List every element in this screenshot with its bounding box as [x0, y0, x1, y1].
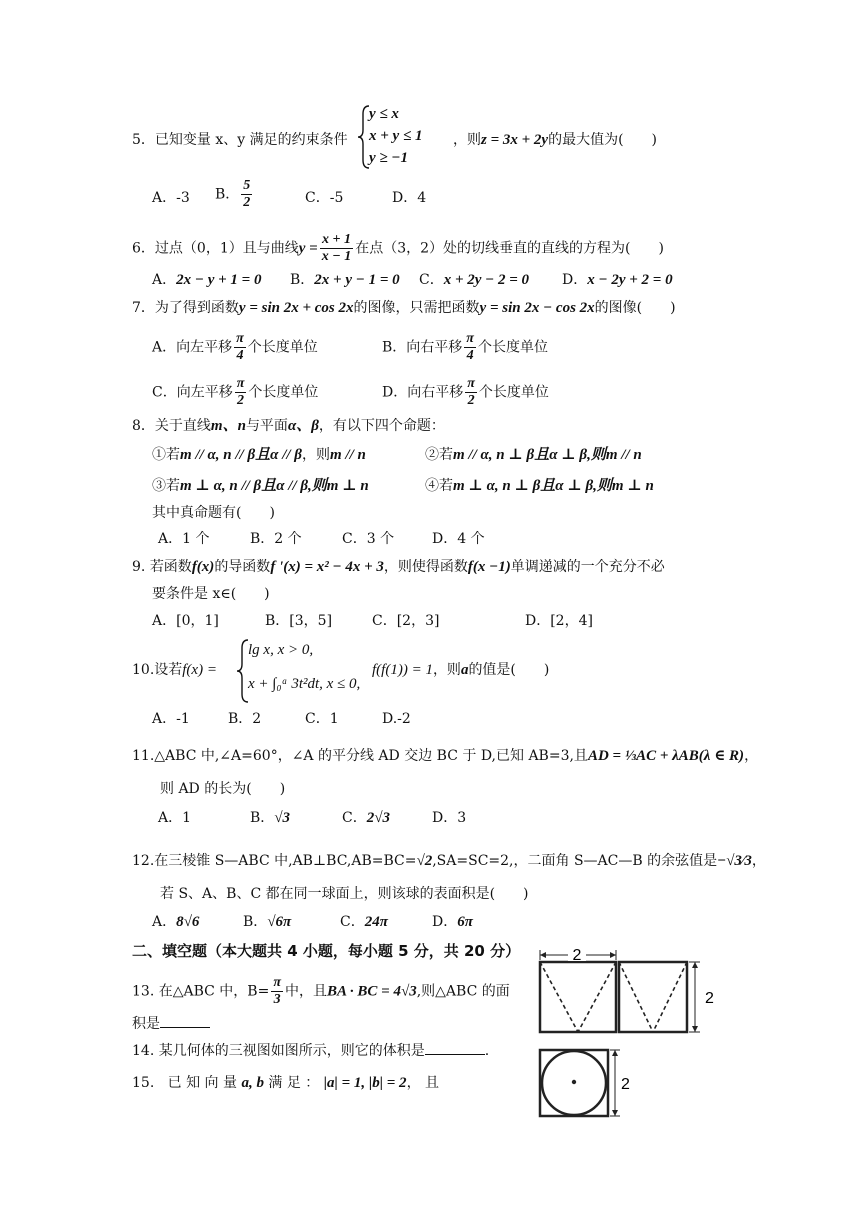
section-title-fill-in: 二、填空题（本大题共 4 小题，每小题 5 分，共 20 分）	[132, 942, 521, 960]
q10-opt-c: C．1	[305, 711, 339, 727]
q10-opt-b: B．2	[228, 711, 262, 727]
q13-stem: 13. 在△ABC 中，B= $\frac{\pi}{3}$ 中，且BA · BC = 4√3,则△ABC 的面	[132, 975, 510, 1007]
q13-line2: 积是	[132, 1013, 210, 1034]
q6-opt-b: B．2x + y − 1 = 0	[290, 272, 400, 288]
answer-blank[interactable]	[160, 1013, 210, 1028]
q7-opt-b: B．向右平移 $\frac{\pi}{4}$ 个长度单位	[382, 331, 548, 363]
q11-line2: 则 AD 的长为( )	[160, 781, 286, 797]
three-view-figure	[530, 946, 730, 1122]
q10-tail: f(f(1)) = 1，则a的值是( )	[372, 662, 550, 678]
q6-opt-c: C．x + 2y − 2 = 0	[419, 272, 530, 288]
q5-stem: 5．已知变量 x、y 满足的约束条件	[132, 132, 348, 148]
q8-tail: 其中真命题有( )	[152, 505, 275, 521]
q10-stem: 10.设若f(x) =	[132, 662, 217, 678]
q5-opt-a: A．-3	[152, 190, 190, 206]
q8-prop-4: ④若m ⊥ α, n ⊥ β且α ⊥ β,则m ⊥ n	[425, 478, 654, 494]
q5-opt-d: D．4	[392, 190, 427, 206]
q7-opt-d: D．向右平移 $\frac{\pi}{2}$ 个长度单位	[382, 376, 549, 408]
q5-tail: ，则z = 3x + 2y的最大值为( )	[453, 132, 658, 148]
top-view	[540, 1050, 620, 1116]
q11-stem: 11.△ABC 中,∠A=60°，∠A 的平分线 AD 交边 BC 于 D,已知 AB=3,且AD = ⅓AC + λAB(λ ∈ R)，	[132, 748, 759, 764]
q12-line2: 若 S、A、B、C 都在同一球面上，则该球的表面积是( )	[160, 886, 529, 902]
q8-opt-d: D．4 个	[432, 531, 485, 547]
q10-piecewise: lg x, x > 0, x + ∫₀ᵃ 3t²dt, x ≤ 0,	[236, 638, 250, 708]
q5-opt-c: C．-5	[305, 190, 344, 206]
q9-opt-a: A．[0，1]	[152, 613, 219, 629]
q9-stem: 9. 若函数f(x)的导函数f '(x) = x² − 4x + 3，则使得函数f(x −1)单调递减的一个充分不必	[132, 559, 665, 575]
q9-line2: 要条件是 x∈( )	[152, 586, 270, 602]
q8-prop-2: ②若m // α, n ⊥ β且α ⊥ β,则m // n	[425, 447, 642, 463]
q6-opt-d: D．x − 2y + 2 = 0	[562, 272, 673, 288]
q9-opt-d: D．[2，4]	[525, 613, 593, 629]
q14-stem: 14. 某几何体的三视图如图所示，则它的体积是 .	[132, 1040, 489, 1061]
q7-opt-c: C．向左平移 $\frac{\pi}{2}$ 个长度单位	[152, 376, 319, 408]
q11-opt-d: D．3	[432, 810, 467, 826]
q9-opt-c: C．[2，3]	[372, 613, 440, 629]
q9-opt-b: B．[3，5]	[265, 613, 333, 629]
q12-stem: 12.在三棱锥 S—ABC 中,AB⊥BC,AB=BC=√2,SA=SC=2,，二面角 S—AC—B 的余弦值是−√3⁄3，	[132, 853, 766, 869]
q10-opt-a: A．-1	[152, 711, 190, 727]
q11-opt-c: C．2√3	[342, 810, 390, 826]
q11-opt-a: A．1	[158, 810, 192, 826]
q8-prop-3: ③若m ⊥ α, n // β且α // β,则m ⊥ n	[152, 478, 369, 494]
q6-stem: 6．过点（0，1）且与曲线y = $\frac{x + 1}{x - 1}$ 在点（3，2）处的切线垂直的直线的方程为( )	[132, 232, 664, 264]
dim-top-label: 2	[572, 947, 582, 964]
q8-stem: 8．关于直线m、n与平面α、β，有以下四个命题：	[132, 418, 445, 434]
q6-opt-a: A．2x − y + 1 = 0	[152, 272, 262, 288]
side-view	[619, 962, 700, 1032]
q7-stem: 7．为了得到函数y = sin 2x + cos 2x的图像，只需把函数y = sin 2x − cos 2x的图像( )	[132, 300, 676, 316]
q12-opt-a: A．8√6	[152, 914, 200, 930]
q8-opt-a: A．1 个	[158, 531, 210, 547]
q12-opt-d: D．6π	[432, 914, 473, 930]
q15-stem: 15. 已 知 向 量 a, b 满 足 ： |a| = 1, |b| = 2， 且	[132, 1075, 440, 1091]
q12-opt-b: B．√6π	[243, 914, 292, 930]
q10-opt-d: D.-2	[382, 711, 411, 727]
q11-opt-b: B．√3	[250, 810, 291, 826]
q8-opt-b: B．2 个	[250, 531, 302, 547]
dim-right-label: 2	[705, 990, 714, 1007]
q8-prop-1: ①若m // α, n // β且α // β，则m // n	[152, 447, 366, 463]
dim-bottom-label: 2	[621, 1076, 630, 1093]
answer-blank[interactable]	[425, 1040, 485, 1055]
q12-opt-c: C．24π	[340, 914, 388, 930]
q7-opt-a: A．向左平移 $\frac{\pi}{4}$ 个长度单位	[152, 331, 318, 363]
q5-opt-b: B． $\frac{5}{2}$	[215, 178, 251, 210]
q8-opt-c: C．3 个	[342, 531, 395, 547]
q5-constraints: y ≤ x x + y ≤ 1 y ≥ −1	[357, 104, 371, 174]
